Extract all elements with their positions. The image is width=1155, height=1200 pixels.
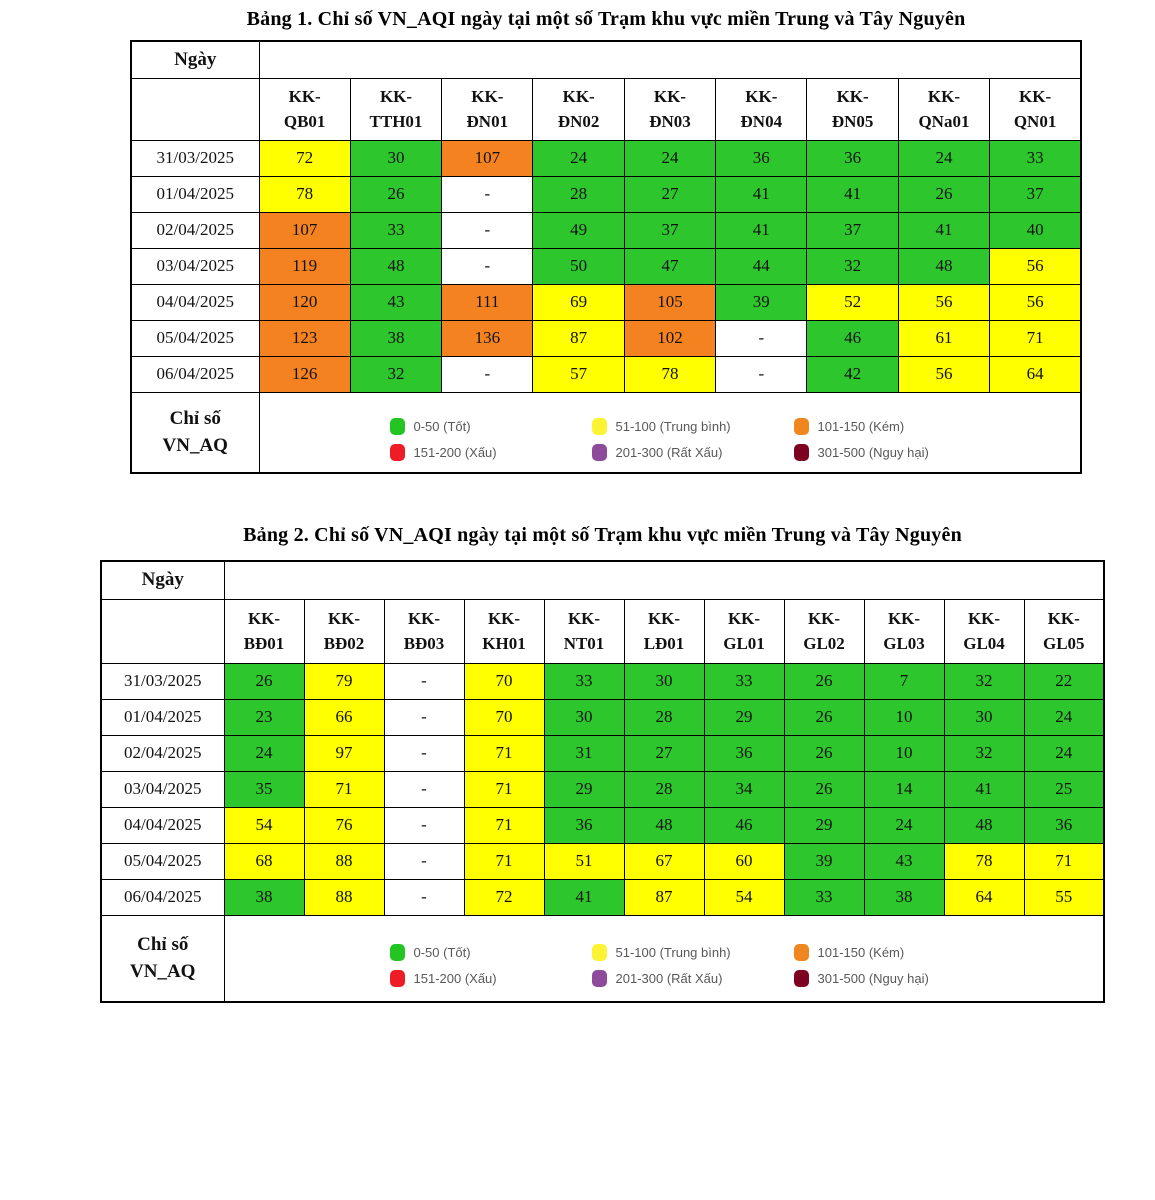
legend-item	[794, 970, 1054, 987]
date-column-header: Ngày	[101, 561, 224, 599]
aqi-value-cell: 26	[784, 735, 864, 771]
aqi-value-cell: 60	[704, 843, 784, 879]
aqi-value-cell: 102	[624, 320, 715, 356]
aqi-value-cell: 44	[716, 248, 807, 284]
aqi-value-cell: -	[384, 807, 464, 843]
aqi-value-cell: 26	[224, 663, 304, 699]
aqi-value-cell: -	[384, 735, 464, 771]
aqi-value-cell: 64	[990, 356, 1081, 392]
aqi-value-cell: 87	[533, 320, 624, 356]
aqi-value-cell: 111	[442, 284, 533, 320]
aqi-value-cell: 28	[533, 176, 624, 212]
aqi-value-cell: 30	[624, 663, 704, 699]
station-name-line2: ĐN05	[831, 112, 874, 131]
aqi-value-cell: 67	[624, 843, 704, 879]
date-cell: 01/04/2025	[101, 699, 224, 735]
aqi-value-cell: 41	[807, 176, 898, 212]
aqi-value-cell: 36	[544, 807, 624, 843]
legend-row-label	[101, 915, 224, 1002]
aqi-value-cell: 41	[544, 879, 624, 915]
station-header-cell	[224, 599, 304, 663]
aqi-legend	[259, 392, 1081, 473]
aqi-value-cell: 24	[864, 807, 944, 843]
station-name-line1: KK-	[1019, 86, 1052, 106]
aqi-value-cell: 23	[224, 699, 304, 735]
station-header-row	[101, 599, 1104, 663]
legend-color-swatch	[794, 444, 809, 461]
date-cell: 03/04/2025	[131, 248, 259, 284]
aqi-value-cell: 36	[716, 140, 807, 176]
legend-color-swatch	[592, 418, 607, 435]
date-cell: 01/04/2025	[131, 176, 259, 212]
station-header-cell	[898, 78, 989, 140]
aqi-value-cell: -	[442, 356, 533, 392]
station-header-cell	[944, 599, 1024, 663]
aqi-value-cell: 71	[990, 320, 1081, 356]
legend-item-label: 201-300 (Rất Xấu)	[615, 445, 723, 461]
legend-item	[794, 944, 1054, 961]
legend-item	[592, 418, 794, 435]
station-header-row	[131, 78, 1081, 140]
aqi-value-cell: 71	[464, 735, 544, 771]
aqi-value-cell: 33	[350, 212, 441, 248]
aqi-value-cell: 88	[304, 879, 384, 915]
aqi-value-cell: -	[442, 176, 533, 212]
legend-color-swatch	[390, 944, 405, 961]
aqi-value-cell: 71	[464, 771, 544, 807]
station-header-cell	[784, 599, 864, 663]
aqi-value-cell: -	[716, 356, 807, 392]
aqi-value-cell: 32	[807, 248, 898, 284]
aqi-value-cell: 72	[464, 879, 544, 915]
aqi-value-cell: 56	[898, 284, 989, 320]
aqi-value-cell: 41	[716, 212, 807, 248]
legend-item	[592, 970, 794, 987]
legend-grid	[225, 929, 1104, 987]
station-name-line2: ĐN04	[740, 112, 783, 131]
legend-row-label-line1: Chỉ số	[169, 407, 221, 429]
legend-item	[390, 444, 592, 461]
date-cell: 06/04/2025	[101, 879, 224, 915]
aqi-value-cell: 51	[544, 843, 624, 879]
station-header-cell	[864, 599, 944, 663]
legend-item-label: 51-100 (Trung bình)	[615, 419, 731, 435]
aqi-value-cell: 55	[1024, 879, 1104, 915]
aqi-value-cell: 26	[784, 771, 864, 807]
aqi-value-cell: 56	[898, 356, 989, 392]
legend-item-label: 201-300 (Rất Xấu)	[615, 971, 723, 987]
station-header-cell	[716, 78, 807, 140]
aqi-value-cell: 64	[944, 879, 1024, 915]
aqi-value-cell: 50	[533, 248, 624, 284]
aqi-value-cell: 24	[1024, 699, 1104, 735]
station-name-line1: KK-	[407, 608, 441, 628]
aqi-value-cell: 47	[624, 248, 715, 284]
aqi-value-cell: 35	[224, 771, 304, 807]
station-header-cell	[990, 78, 1081, 140]
aqi-value-cell: 68	[224, 843, 304, 879]
aqi-value-cell: 49	[533, 212, 624, 248]
aqi-value-cell: 27	[624, 735, 704, 771]
aqi-value-cell: 28	[624, 699, 704, 735]
aqi-value-cell: 56	[990, 248, 1081, 284]
station-name-line2: BĐ02	[323, 634, 365, 653]
station-name-line1: KK-	[927, 86, 961, 106]
table-row	[131, 140, 1081, 176]
aqi-value-cell: -	[384, 879, 464, 915]
legend-item-label: 151-200 (Xấu)	[413, 445, 497, 461]
aqi-value-cell: 69	[533, 284, 624, 320]
aqi-value-cell: 32	[350, 356, 441, 392]
station-name-line1: KK-	[745, 86, 778, 106]
station-header-cell	[350, 78, 441, 140]
aqi-value-cell: 71	[464, 807, 544, 843]
aqi-value-cell: 78	[944, 843, 1024, 879]
legend-item	[592, 944, 794, 961]
aqi-value-cell: 48	[350, 248, 441, 284]
aqi-value-cell: -	[384, 843, 464, 879]
station-name-line2: QB01	[283, 112, 326, 131]
date-cell: 05/04/2025	[101, 843, 224, 879]
aqi-value-cell: 41	[944, 771, 1024, 807]
aqi-value-cell: 119	[259, 248, 350, 284]
station-name-line2: ĐN01	[466, 112, 509, 131]
table-row	[131, 212, 1081, 248]
station-name-line1: KK-	[567, 608, 601, 628]
date-cell: 04/04/2025	[101, 807, 224, 843]
station-name-line2: QNa01	[918, 112, 970, 131]
station-name-line1: KK-	[487, 608, 521, 628]
station-name-line2: ĐN03	[649, 112, 691, 131]
aqi-value-cell: 52	[807, 284, 898, 320]
table-row	[131, 248, 1081, 284]
station-header-cell	[384, 599, 464, 663]
aqi-value-cell: -	[442, 248, 533, 284]
aqi-value-cell: -	[716, 320, 807, 356]
legend-row-label	[131, 392, 259, 473]
date-cell: 31/03/2025	[101, 663, 224, 699]
aqi-value-cell: 28	[624, 771, 704, 807]
aqi-value-cell: 27	[624, 176, 715, 212]
header-spacer	[259, 41, 1081, 78]
aqi-value-cell: 66	[304, 699, 384, 735]
aqi-value-cell: 32	[944, 663, 1024, 699]
aqi-value-cell: 29	[704, 699, 784, 735]
legend-color-swatch	[592, 444, 607, 461]
legend-item	[794, 444, 1054, 461]
legend-row-label-line2: VN_AQ	[162, 435, 228, 457]
station-header-cell	[807, 78, 898, 140]
aqi-value-cell: 87	[624, 879, 704, 915]
aqi-value-cell: 107	[259, 212, 350, 248]
aqi-value-cell: 10	[864, 699, 944, 735]
table-row	[101, 699, 1104, 735]
station-name-line2: NT01	[563, 634, 605, 653]
aqi-value-cell: 37	[624, 212, 715, 248]
aqi-value-cell: 29	[784, 807, 864, 843]
station-name-line2: TTH01	[369, 112, 423, 131]
table-row	[101, 843, 1104, 879]
aqi-value-cell: 126	[259, 356, 350, 392]
table-row	[101, 735, 1104, 771]
aqi-value-cell: 38	[350, 320, 441, 356]
table-row	[101, 771, 1104, 807]
station-name-line1: KK-	[471, 86, 504, 106]
header-row-ngay	[131, 41, 1081, 78]
aqi-value-cell: 78	[259, 176, 350, 212]
station-name-line1: KK-	[887, 608, 921, 628]
aqi-value-cell: 70	[464, 663, 544, 699]
station-name-line2: BĐ03	[403, 634, 445, 653]
station-name-line2: BĐ01	[243, 634, 285, 653]
aqi-value-cell: 54	[704, 879, 784, 915]
aqi-value-cell: 33	[990, 140, 1081, 176]
date-cell: 04/04/2025	[131, 284, 259, 320]
corner-blank	[101, 599, 224, 663]
station-header-cell	[442, 78, 533, 140]
station-name-line1: KK-	[1047, 608, 1080, 628]
legend-color-swatch	[794, 944, 809, 961]
aqi-value-cell: 30	[944, 699, 1024, 735]
aqi-value-cell: 71	[1024, 843, 1104, 879]
station-name-line1: KK-	[807, 608, 841, 628]
station-header-cell	[464, 599, 544, 663]
legend-item-label: 0-50 (Tốt)	[413, 945, 471, 961]
aqi-value-cell: 88	[304, 843, 384, 879]
legend-item-label: 301-500 (Nguy hại)	[817, 971, 929, 987]
aqi-value-cell: 123	[259, 320, 350, 356]
aqi-value-cell: 33	[544, 663, 624, 699]
aqi-value-cell: 48	[624, 807, 704, 843]
legend-item-label: 0-50 (Tốt)	[413, 419, 471, 435]
date-cell: 02/04/2025	[131, 212, 259, 248]
table-row	[131, 284, 1081, 320]
aqi-value-cell: 78	[624, 356, 715, 392]
aqi-value-cell: 24	[533, 140, 624, 176]
aqi-value-cell: 33	[704, 663, 784, 699]
table-row	[131, 356, 1081, 392]
station-name-line2: GL05	[1042, 634, 1085, 653]
date-cell: 05/04/2025	[131, 320, 259, 356]
aqi-value-cell: 46	[704, 807, 784, 843]
legend-color-swatch	[794, 970, 809, 987]
station-name-line2: KH01	[482, 634, 526, 653]
legend-item-label: 101-150 (Kém)	[817, 945, 905, 961]
aqi-value-cell: 26	[784, 663, 864, 699]
station-header-cell	[259, 78, 350, 140]
aqi-value-cell: 33	[784, 879, 864, 915]
aqi-value-cell: 30	[350, 140, 441, 176]
station-name-line1: KK-	[647, 608, 681, 628]
aqi-table-1	[130, 40, 1082, 474]
aqi-value-cell: 36	[807, 140, 898, 176]
table-row	[101, 807, 1104, 843]
date-cell: 31/03/2025	[131, 140, 259, 176]
aqi-value-cell: 46	[807, 320, 898, 356]
table1-title: Bảng 1. Chỉ số VN_AQI ngày tại một số Trạm khu vực miền Trung và Tây Nguyên	[246, 8, 966, 30]
aqi-value-cell: 97	[304, 735, 384, 771]
legend-color-swatch	[592, 944, 607, 961]
aqi-value-cell: -	[384, 699, 464, 735]
aqi-value-cell: 105	[624, 284, 715, 320]
station-header-cell	[704, 599, 784, 663]
aqi-value-cell: 25	[1024, 771, 1104, 807]
legend-row	[101, 915, 1104, 1002]
station-name-line2: ĐN02	[557, 112, 600, 131]
aqi-value-cell: 136	[442, 320, 533, 356]
aqi-value-cell: 24	[898, 140, 989, 176]
aqi-value-cell: 48	[898, 248, 989, 284]
aqi-value-cell: 76	[304, 807, 384, 843]
legend-color-swatch	[390, 444, 405, 461]
aqi-value-cell: 14	[864, 771, 944, 807]
aqi-value-cell: 41	[716, 176, 807, 212]
date-cell: 02/04/2025	[101, 735, 224, 771]
station-name-line1: KK-	[727, 608, 761, 628]
legend-row-label-line2: VN_AQ	[130, 961, 196, 983]
station-name-line2: GL01	[723, 634, 765, 653]
station-name-line1: KK-	[967, 608, 1001, 628]
aqi-value-cell: 42	[807, 356, 898, 392]
station-name-line1: KK-	[836, 86, 869, 106]
station-name-line2: QN01	[1013, 112, 1057, 131]
aqi-value-cell: 39	[784, 843, 864, 879]
aqi-value-cell: 71	[464, 843, 544, 879]
station-name-line1: KK-	[247, 608, 281, 628]
aqi-value-cell: 43	[864, 843, 944, 879]
aqi-value-cell: -	[384, 771, 464, 807]
station-header-cell	[624, 78, 715, 140]
aqi-value-cell: 26	[784, 699, 864, 735]
date-cell: 06/04/2025	[131, 356, 259, 392]
legend-row	[131, 392, 1081, 473]
station-header-cell	[624, 599, 704, 663]
aqi-value-cell: 56	[990, 284, 1081, 320]
aqi-value-cell: 22	[1024, 663, 1104, 699]
legend-color-swatch	[390, 970, 405, 987]
aqi-value-cell: 36	[1024, 807, 1104, 843]
aqi-value-cell: 24	[624, 140, 715, 176]
aqi-value-cell: 107	[442, 140, 533, 176]
header-spacer	[224, 561, 1104, 599]
table-row	[131, 176, 1081, 212]
table2-title: Bảng 2. Chỉ số VN_AQI ngày tại một số Trạm khu vực miền Trung và Tây Nguyên	[243, 524, 962, 546]
aqi-value-cell: -	[442, 212, 533, 248]
aqi-value-cell: 120	[259, 284, 350, 320]
legend-color-swatch	[390, 418, 405, 435]
legend-item	[390, 970, 592, 987]
legend-item	[592, 444, 794, 461]
station-name-line2: GL02	[803, 634, 845, 653]
table-row	[131, 320, 1081, 356]
aqi-table-2	[100, 560, 1105, 1003]
aqi-value-cell: 39	[716, 284, 807, 320]
aqi-value-cell: 34	[704, 771, 784, 807]
table-row	[101, 663, 1104, 699]
aqi-value-cell: 24	[1024, 735, 1104, 771]
aqi-value-cell: 57	[533, 356, 624, 392]
aqi-value-cell: -	[384, 663, 464, 699]
legend-item-label: 301-500 (Nguy hại)	[817, 445, 929, 461]
aqi-value-cell: 70	[464, 699, 544, 735]
aqi-value-cell: 24	[224, 735, 304, 771]
legend-item	[794, 418, 1054, 435]
date-cell: 03/04/2025	[101, 771, 224, 807]
aqi-value-cell: 72	[259, 140, 350, 176]
station-name-line2: GL04	[963, 634, 1005, 653]
aqi-value-cell: 26	[898, 176, 989, 212]
station-name-line1: KK-	[327, 608, 361, 628]
station-name-line1: KK-	[562, 86, 595, 106]
legend-row-label-line1: Chỉ số	[137, 933, 189, 955]
aqi-value-cell: 37	[990, 176, 1081, 212]
aqi-value-cell: 43	[350, 284, 441, 320]
aqi-value-cell: 10	[864, 735, 944, 771]
legend-item-label: 151-200 (Xấu)	[413, 971, 497, 987]
aqi-value-cell: 30	[544, 699, 624, 735]
aqi-value-cell: 54	[224, 807, 304, 843]
legend-color-swatch	[794, 418, 809, 435]
aqi-value-cell: 71	[304, 771, 384, 807]
aqi-value-cell: 41	[898, 212, 989, 248]
aqi-value-cell: 29	[544, 771, 624, 807]
table-row	[101, 879, 1104, 915]
station-name-line1: KK-	[653, 86, 687, 106]
station-name-line1: KK-	[288, 86, 321, 106]
legend-grid	[260, 403, 1081, 461]
station-header-cell	[1024, 599, 1104, 663]
aqi-value-cell: 79	[304, 663, 384, 699]
station-header-cell	[304, 599, 384, 663]
legend-item-label: 101-150 (Kém)	[817, 419, 905, 435]
legend-item	[390, 418, 592, 435]
station-name-line2: LĐ01	[643, 634, 685, 653]
date-column-header: Ngày	[131, 41, 259, 78]
aqi-value-cell: 40	[990, 212, 1081, 248]
legend-color-swatch	[592, 970, 607, 987]
aqi-value-cell: 48	[944, 807, 1024, 843]
aqi-value-cell: 61	[898, 320, 989, 356]
aqi-value-cell: 37	[807, 212, 898, 248]
aqi-value-cell: 38	[224, 879, 304, 915]
corner-blank	[131, 78, 259, 140]
station-name-line1: KK-	[379, 86, 413, 106]
aqi-value-cell: 7	[864, 663, 944, 699]
aqi-value-cell: 26	[350, 176, 441, 212]
aqi-value-cell: 38	[864, 879, 944, 915]
station-name-line2: GL03	[883, 634, 925, 653]
aqi-value-cell: 32	[944, 735, 1024, 771]
aqi-value-cell: 31	[544, 735, 624, 771]
aqi-value-cell: 36	[704, 735, 784, 771]
legend-item-label: 51-100 (Trung bình)	[615, 945, 731, 961]
station-header-cell	[544, 599, 624, 663]
station-header-cell	[533, 78, 624, 140]
aqi-legend	[224, 915, 1104, 1002]
header-row-ngay	[101, 561, 1104, 599]
legend-item	[390, 944, 592, 961]
